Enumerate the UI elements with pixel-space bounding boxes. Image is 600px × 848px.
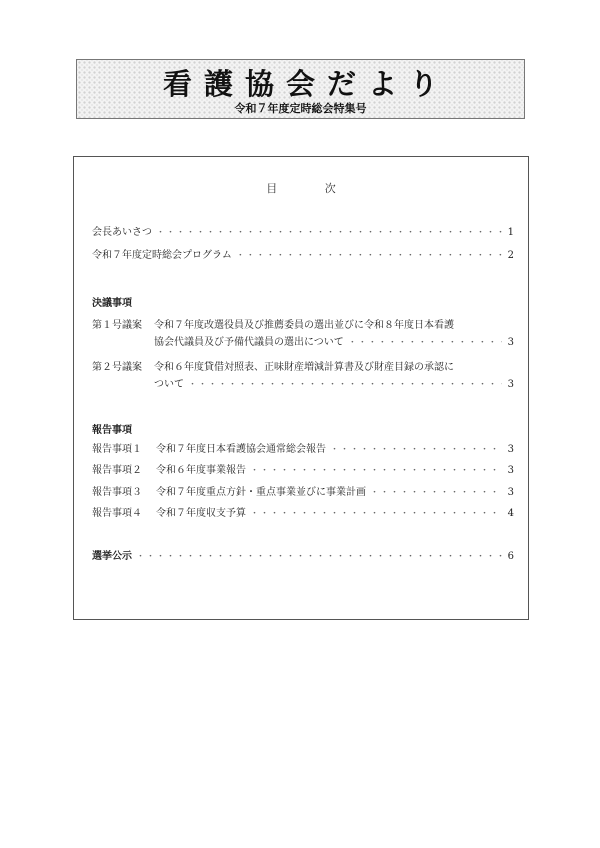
toc-entry-program[interactable] xyxy=(92,249,514,263)
header-banner xyxy=(76,59,525,119)
section-heading-reports: 報告事項 xyxy=(92,425,132,436)
toc-entry-label: 令和７年度定時総会プログラム xyxy=(92,250,232,261)
report-title: 令和６年度事業報告 xyxy=(156,465,246,476)
toc-entry-report-4[interactable] xyxy=(92,507,514,521)
report-code: 報告事項２ xyxy=(92,465,142,476)
toc-page-number: 1 xyxy=(507,227,514,238)
report-title: 令和７年度日本看護協会通常総会報告 xyxy=(156,444,326,455)
toc-page-number: 3 xyxy=(507,487,514,498)
dot-leader xyxy=(250,464,502,478)
toc-page-number: 3 xyxy=(507,444,514,455)
resolution-1-title-line1[interactable]: 令和７年度改選役員及び推薦委員の選出並びに令和８年度日本看護 xyxy=(154,320,454,331)
resolution-2-title-line2: ついて xyxy=(154,379,184,390)
toc-entry-resolution-1[interactable] xyxy=(154,336,514,350)
resolution-2-code: 第２号議案 xyxy=(92,362,142,373)
dot-leader xyxy=(136,550,502,564)
dot-leader xyxy=(188,378,502,392)
section-heading-resolutions: 決議事項 xyxy=(92,298,132,309)
dot-leader xyxy=(236,249,502,263)
election-label: 選挙公示 xyxy=(92,551,132,562)
resolution-2-title-line1[interactable]: 令和６年度貸借対照表、正味財産増減計算書及び財産目録の承認に xyxy=(154,362,454,373)
toc-entry-report-1[interactable] xyxy=(92,443,514,457)
toc-heading-left: 目 xyxy=(266,182,278,195)
dot-leader xyxy=(370,486,502,500)
report-code: 報告事項４ xyxy=(92,508,142,519)
toc-entry-resolution-2[interactable] xyxy=(154,378,514,392)
toc-page-number: 6 xyxy=(507,551,514,562)
toc-heading-right: 次 xyxy=(324,182,336,195)
newsletter-title: 看護協会だより xyxy=(162,67,450,101)
toc-heading xyxy=(74,180,528,196)
report-code: 報告事項１ xyxy=(92,444,142,455)
toc-page-number: 3 xyxy=(507,465,514,476)
dot-leader xyxy=(348,336,502,350)
toc-page-number: 4 xyxy=(507,508,514,519)
report-title: 令和７年度重点方針・重点事業並びに事業計画 xyxy=(156,487,366,498)
toc-entry-report-2[interactable] xyxy=(92,464,514,478)
toc-entry-election[interactable] xyxy=(92,550,514,564)
newsletter-subtitle: 令和７年度定時総会特集号 xyxy=(234,102,367,115)
dot-leader xyxy=(250,507,502,521)
dot-leader xyxy=(156,226,502,240)
toc-entry-label: 会長あいさつ xyxy=(92,227,152,238)
report-title: 令和７年度収支予算 xyxy=(156,508,246,519)
table-of-contents xyxy=(73,156,529,620)
toc-page-number: 3 xyxy=(507,379,514,390)
report-code: 報告事項３ xyxy=(92,487,142,498)
toc-entry-report-3[interactable] xyxy=(92,486,514,500)
toc-entry-greeting[interactable] xyxy=(92,226,514,240)
toc-page-number: 3 xyxy=(507,337,514,348)
toc-page-number: 2 xyxy=(507,250,514,261)
resolution-1-code: 第１号議案 xyxy=(92,320,142,331)
resolution-1-title-line2: 協会代議員及び予備代議員の選出について xyxy=(154,337,344,348)
dot-leader xyxy=(330,443,502,457)
